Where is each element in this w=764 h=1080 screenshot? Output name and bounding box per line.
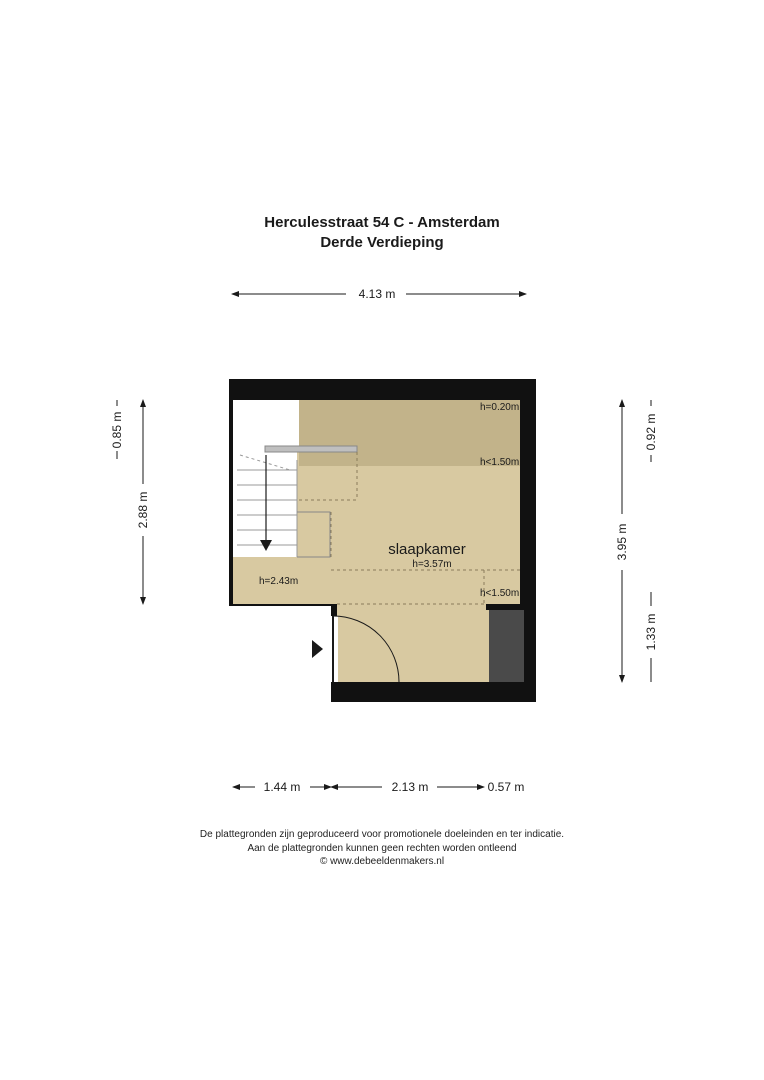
dimension-left-upper bbox=[110, 400, 124, 459]
dimension-right-main bbox=[615, 400, 629, 682]
dimension-right-lower bbox=[644, 592, 658, 682]
copyright-line: © www.debeeldenmakers.nl bbox=[319, 856, 445, 867]
height-label-slope-right: h<1.50m bbox=[480, 588, 520, 599]
dimension-label-bottom-right: 0.57 m bbox=[487, 780, 525, 794]
dimension-label-left-upper: 0.85 m bbox=[110, 411, 124, 449]
dimension-bottom-middle bbox=[331, 780, 484, 794]
height-label-top-strip: h=0.20m bbox=[480, 402, 520, 413]
height-label-slope-top: h<1.50m bbox=[480, 457, 520, 468]
dimension-bottom-right bbox=[488, 780, 525, 794]
dimension-bottom-left bbox=[233, 780, 331, 794]
dimension-label-bottom-left: 1.44 m bbox=[263, 780, 301, 794]
room-name: slaapkamer bbox=[388, 541, 466, 558]
dimension-top-width bbox=[232, 287, 526, 301]
room-height: h=3.57m bbox=[412, 559, 452, 570]
walls-and-floor bbox=[229, 379, 536, 702]
dimension-left-main bbox=[136, 400, 150, 604]
stair-railing bbox=[265, 446, 357, 452]
dimension-right-upper bbox=[644, 400, 658, 462]
built-in-cabinet bbox=[489, 610, 524, 682]
height-label-landing: h=2.43m bbox=[259, 576, 299, 587]
disclaimer-line-1: De plattegronden zijn geproduceerd voor promotionele doeleinden en ter indicatie. bbox=[199, 829, 565, 840]
dimension-label-right-lower: 1.33 m bbox=[644, 613, 658, 651]
floor-name: Derde Verdieping bbox=[320, 234, 444, 251]
dimension-label-right-upper: 0.92 m bbox=[644, 413, 658, 451]
dimension-label-top: 4.13 m bbox=[358, 287, 396, 301]
disclaimer-line-2: Aan de plattegronden kunnen geen rechten worden ontleend bbox=[247, 843, 517, 854]
dimension-label-right-main: 3.95 m bbox=[615, 523, 629, 561]
dimension-label-bottom-middle: 2.13 m bbox=[391, 780, 429, 794]
dimension-label-left-main: 2.88 m bbox=[136, 491, 150, 529]
entrance-arrow-icon bbox=[312, 640, 323, 658]
plan-title: Herculesstraat 54 C - Amsterdam bbox=[264, 214, 500, 231]
